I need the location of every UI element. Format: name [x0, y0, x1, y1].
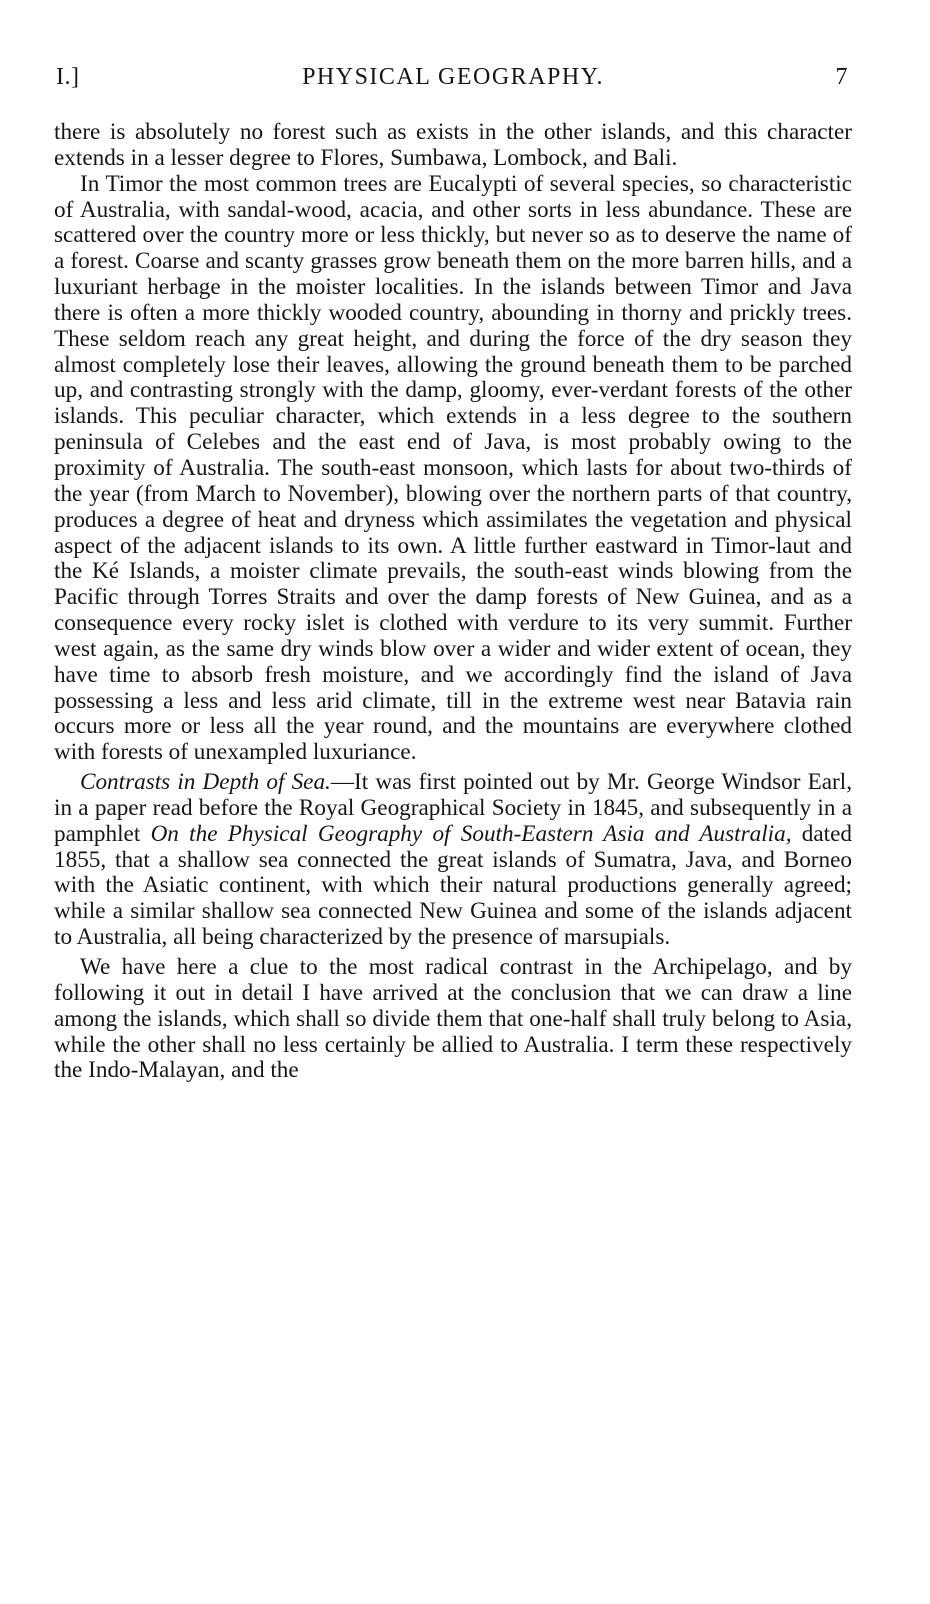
cited-book-title: On the Physical Geography of South-Eastern Asia and Australia, — [150, 820, 792, 847]
chapter-number: I.] — [56, 64, 80, 90]
paragraph-text: dated 1855, that a shallow sea connected the great islands of Sumatra, Java, and Borneo with the Asiatic continent, with which their natural productions generally agreed; while a similar shallow sea connected New Guinea and some of the islands adjacent to Australia, all being characterized by the presence of marsupials. — [54, 820, 852, 951]
paragraph-text: —It was first pointed out by Mr. George Windsor Earl, in a paper read before the Royal Geographical Society in 1845, and subsequently in a pamphlet — [54, 769, 853, 847]
paragraph-contrasts-in-depth — [54, 770, 852, 951]
body-text — [54, 120, 852, 1084]
book-page — [54, 58, 852, 1084]
running-header — [54, 58, 852, 98]
page-number: 7 — [835, 64, 848, 90]
paragraph-continued: there is absolutely no forest such as exists in the other islands, and this character extends in a lesser degree to Flores, Sumbawa, Lombock, and Bali. — [54, 119, 852, 171]
running-title: PHYSICAL GEOGRAPHY. — [302, 64, 604, 90]
paragraph-timor-vegetation: In Timor the most common trees are Eucalypti of several species, so characteristic of Australia, with sandal-wood, acacia, and other sorts in less abundance. These are scattered over the country more or less thickly, but never so as to deserve the name of a forest. Coarse and scanty grasses grow beneath them on the more barren hills, and a luxuriant herbage in the moister localities. In the islands between Timor and Java there is often a more thickly wooded country, abounding in thorny and prickly trees. These seldom reach any great height, and during the force of the dry season they almost completely lose their leaves, allowing the ground beneath them to be parched up, and contrasting strongly with the damp, gloomy, ever-verdant forests of the other islands. This peculiar character, which extends in a less degree to the southern peninsula of Celebes and the east end of Java, is most probably owing to the proximity of Australia. The south-east monsoon, which lasts for about two-thirds of the year (from March to November), blowing over the northern parts of that country, produces a degree of heat and dryness which assimilates the vegetation and physical aspect of the adjacent islands to its own. A little further eastward in Timor-laut and the Ké Islands, a moister climate prevails, the south-east winds blowing from the Pacific through Torres Straits and over the damp forests of New Guinea, and as a consequence every rocky islet is clothed with verdure to its very summit. Further west again, as the same dry winds blow over a wider and wider extent of ocean, they have time to absorb fresh moisture, and we accordingly find the island of Java possessing a less and less arid climate, till in the extreme west near Batavia rain occurs more or less all the year round, and the mountains are everywhere clothed with forests of unexampled luxuriance. — [54, 170, 852, 766]
section-run-in-heading: Contrasts in Depth of Sea. — [80, 769, 331, 796]
paragraph-radical-contrast: We have here a clue to the most radical contrast in the Archipelago, and by following it out in detail I have arrived at the conclusion that we can draw a line among the islands, which shall so divide them that one-half shall truly belong to Asia, while the other shall no less certainly be allied to Australia. I term these respectively the Indo-Malayan, and the — [54, 954, 852, 1084]
